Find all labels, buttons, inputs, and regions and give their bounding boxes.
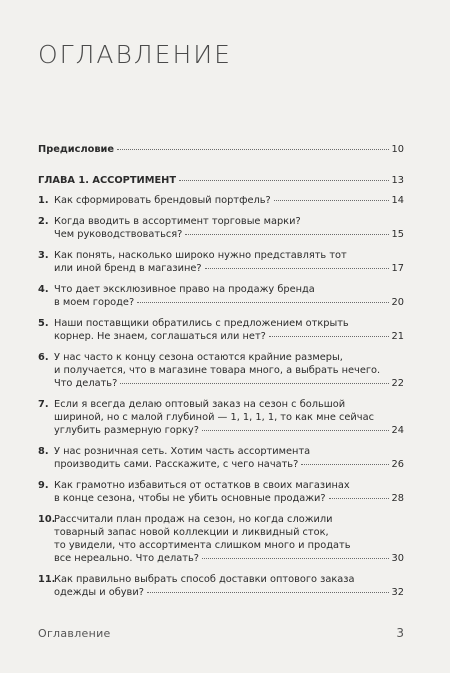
leader-dots [202, 430, 389, 431]
toc-preface-page: 10 [391, 144, 404, 155]
toc-preface[interactable] [38, 143, 404, 156]
toc-entry[interactable] [38, 249, 404, 275]
toc-entry[interactable] [38, 283, 404, 309]
toc-entry-text: одежды и обуви? [54, 587, 144, 598]
toc-entry-text: Как сформировать брендовый портфель? [54, 195, 271, 206]
toc-entries [38, 194, 404, 599]
toc-entry-number: 10. [38, 514, 56, 525]
toc-entry-text: Чем руководствоваться? [54, 229, 183, 240]
table-of-contents [38, 143, 404, 607]
leader-dots [179, 180, 388, 181]
toc-entry-text: Когда вводить в ассортимент торговые марки? [54, 216, 301, 227]
toc-entry-number: 11. [38, 574, 56, 585]
leader-dots [147, 592, 389, 593]
running-footer-title: Оглавление [38, 627, 111, 640]
toc-entry-text: У нас розничная сеть. Хотим часть ассортимента [54, 446, 311, 457]
toc-entry-page: 32 [391, 587, 404, 598]
leader-dots [269, 336, 389, 337]
toc-entry-text: то увидели, что ассортимента слишком много и продать [54, 540, 351, 551]
toc-entry-text: У нас часто к концу сезона остаются крайние размеры, [54, 352, 343, 363]
toc-entry-text: Рассчитали план продаж на сезон, но когда сложили [54, 514, 333, 525]
page-title: ОГЛАВЛЕНИЕ [38, 40, 232, 69]
toc-entry[interactable] [38, 351, 404, 390]
toc-entry[interactable] [38, 194, 404, 207]
toc-chapter-label: ГЛАВА 1. АССОРТИМЕНТ [38, 175, 177, 186]
toc-entry[interactable] [38, 513, 404, 565]
toc-entry-text: производить сами. Расскажите, с чего начать? [54, 459, 299, 470]
leader-dots [137, 302, 388, 303]
toc-entry-number: 6. [38, 352, 49, 363]
toc-entry-page: 22 [391, 378, 404, 389]
toc-preface-label: Предисловие [38, 144, 115, 155]
toc-entry-number: 5. [38, 318, 49, 329]
leader-dots [205, 268, 389, 269]
toc-chapter[interactable] [38, 174, 404, 187]
toc-entry-text: Как понять, насколько широко нужно представлять тот [54, 250, 347, 261]
leader-dots [274, 200, 389, 201]
leader-dots [120, 383, 388, 384]
toc-entry-page: 21 [391, 331, 404, 342]
toc-entry-text: углубить размерную горку? [54, 425, 199, 436]
toc-entry[interactable] [38, 398, 404, 437]
toc-entry-page: 20 [391, 297, 404, 308]
toc-entry[interactable] [38, 573, 404, 599]
toc-entry-page: 30 [391, 553, 404, 564]
toc-entry-text: Как грамотно избавиться от остатков в своих магазинах [54, 480, 350, 491]
toc-entry-text: все нереально. Что делать? [54, 553, 199, 564]
toc-entry-number: 2. [38, 216, 49, 227]
toc-entry-text: Что делать? [54, 378, 118, 389]
toc-entry[interactable] [38, 479, 404, 505]
toc-entry[interactable] [38, 445, 404, 471]
page-number: 3 [396, 626, 404, 640]
toc-entry-text: в моем городе? [54, 297, 135, 308]
toc-entry-text: в конце сезона, чтобы не убить основные продажи? [54, 493, 326, 504]
toc-entry-text: Что дает эксклюзивное право на продажу бренда [54, 284, 315, 295]
toc-entry-text: товарный запас новой коллекции и ликвидный сток, [54, 527, 329, 538]
toc-entry-page: 17 [391, 263, 404, 274]
toc-entry-number: 1. [38, 195, 49, 206]
toc-entry-text: или иной бренд в магазине? [54, 263, 202, 274]
toc-entry-number: 8. [38, 446, 49, 457]
toc-entry-text: Как правильно выбрать способ доставки оптового заказа [54, 574, 355, 585]
toc-entry-text: Наши поставщики обратились с предложением открыть [54, 318, 349, 329]
leader-dots [185, 234, 388, 235]
leader-dots [202, 558, 389, 559]
toc-entry-number: 7. [38, 399, 49, 410]
toc-entry-page: 26 [391, 459, 404, 470]
leader-dots [117, 149, 388, 150]
toc-entry-text: корнер. Не знаем, соглашаться или нет? [54, 331, 266, 342]
toc-chapter-page: 13 [391, 175, 404, 186]
leader-dots [329, 498, 389, 499]
toc-entry[interactable] [38, 317, 404, 343]
toc-entry-text: и получается, что в магазине товара много, а выбрать нечего. [54, 365, 381, 376]
toc-entry-page: 15 [391, 229, 404, 240]
toc-entry-text: шириной, но с малой глубиной — 1, 1, 1, 1, то как мне сейчас [54, 412, 374, 423]
toc-entry-number: 3. [38, 250, 49, 261]
leader-dots [301, 464, 388, 465]
toc-entry-text: Если я всегда делаю оптовый заказ на сезон с большой [54, 399, 346, 410]
toc-entry-page: 14 [391, 195, 404, 206]
toc-entry-page: 24 [391, 425, 404, 436]
toc-entry-page: 28 [391, 493, 404, 504]
toc-entry-number: 4. [38, 284, 49, 295]
toc-entry[interactable] [38, 215, 404, 241]
toc-entry-number: 9. [38, 480, 49, 491]
